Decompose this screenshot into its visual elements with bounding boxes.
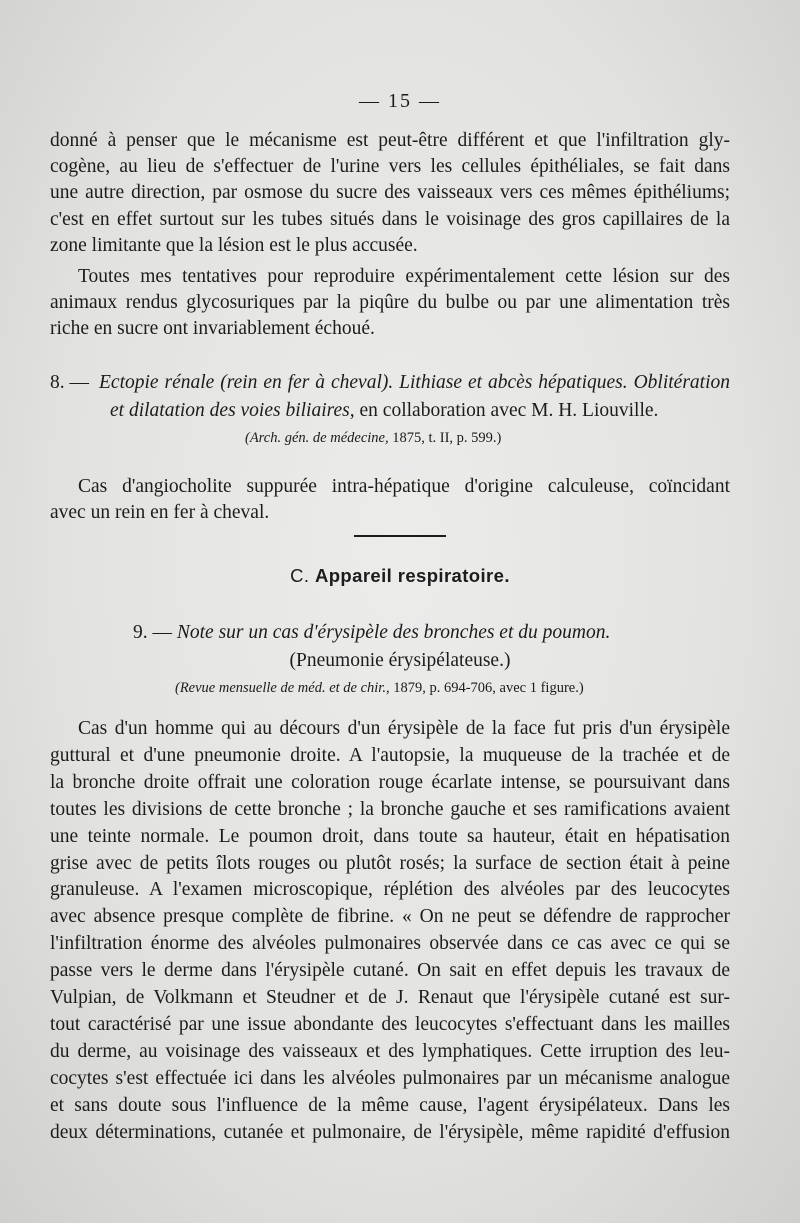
entry-8-title: Ectopie rénale (rein en fer à cheval). Lithiase et abcès hépatiques. Oblitération bbox=[99, 372, 730, 393]
text-line: avec un rein en fer à cheval. bbox=[50, 502, 270, 524]
text-line: Cas d'angiocholite suppurée intra-hépatique d'origine calculeuse, coïncidant bbox=[78, 476, 730, 497]
text-line: cogène, au lieu de s'effectuer de l'urine vers les cellules épithéliales, se fait dans bbox=[50, 156, 730, 178]
text-line: une autre direction, par osmose du sucre des vaisseaux vers ces mêmes épithéliums; bbox=[50, 182, 730, 204]
text-line: passe vers le derme dans l'érysipèle cutané. On sait en effet depuis les travaux de bbox=[50, 960, 730, 982]
entry-8-reference-detail: 1875, t. II, p. 599.) bbox=[392, 430, 502, 446]
text-line: riche en sucre ont invariablement échoué. bbox=[50, 318, 375, 340]
page-number: — 15 — bbox=[359, 90, 441, 112]
text-line: tout caractérisé par une issue abondante des leucocytes s'effectuant dans les mailles bbox=[50, 1013, 730, 1035]
text-line: du derme, au voisinage des vaisseaux et des lymphatiques. Cette irruption des leu- bbox=[50, 1040, 730, 1062]
text-line: avec absence presque complète de fibrine. « On ne peut se défendre de rapprocher bbox=[50, 906, 730, 928]
text-line: toutes les divisions de cette bronche ; la bronche gauche et ses ramifications avaient bbox=[50, 798, 730, 820]
text-line: Toutes mes tentatives pour reproduire expérimentalement cette lésion sur des bbox=[78, 266, 730, 287]
entry-8-reference bbox=[245, 430, 501, 447]
entry-9-reference-source: (Revue mensuelle de méd. et de chir., bbox=[175, 680, 390, 696]
text-line: et sans doute sous l'influence de la même cause, l'agent érysipélateux. Dans les bbox=[50, 1094, 730, 1116]
entry-8-reference-source: (Arch. gén. de médecine, bbox=[245, 430, 389, 446]
paragraph-continuation bbox=[50, 128, 730, 259]
text-line: guttural et d'une pneumonie droite. A l'autopsie, la muqueuse de la trachée et de bbox=[50, 744, 730, 766]
text-line: animaux rendus glycosuriques par la piqûre du bulbe ou par une alimentation très bbox=[50, 292, 730, 314]
text-line: c'est en effet surtout sur les tubes situés dans le voisinage des gros capillaires de la bbox=[50, 208, 730, 230]
text-line: Vulpian, de Volkmann et Steudner et de J. Renaut que l'érysipèle cutané est sur- bbox=[50, 987, 730, 1009]
text-line: donné à penser que le mécanisme est peut-être différent et que l'infiltration gly- bbox=[50, 130, 730, 151]
entry-9-reference bbox=[175, 680, 584, 697]
entry-8-heading-line2 bbox=[110, 398, 658, 424]
text-line: granuleuse. A l'examen microscopique, réplétion des alvéoles par des leucocytes bbox=[50, 879, 730, 901]
entry-9-subtitle: (Pneumonie érysipélateuse.) bbox=[289, 650, 511, 671]
section-heading bbox=[0, 565, 800, 587]
text-line: zone limitante que la lésion est le plus accusée. bbox=[50, 234, 418, 256]
entry-9-heading-line2 bbox=[0, 648, 800, 674]
entry-9-title: Note sur un cas d'érysipèle des bronches et du poumon. bbox=[176, 622, 611, 643]
entry-9-number: 9. — bbox=[133, 622, 172, 643]
paragraph-attempts bbox=[50, 264, 730, 343]
entry-8-collaboration: en collaboration avec M. H. Liouville. bbox=[359, 400, 659, 421]
entry-8-number: 8. — bbox=[50, 372, 89, 393]
entry-9-body bbox=[50, 716, 730, 1147]
section-letter: C. bbox=[290, 565, 310, 586]
entry-9-reference-detail: 1879, p. 694-706, avec 1 figure.) bbox=[393, 680, 584, 696]
text-line: cocytes s'est effectuée ici dans les alvéoles pulmonaires par un mécanisme analogue bbox=[50, 1067, 730, 1089]
entry-8-title-continued: et dilatation des voies biliaires, bbox=[110, 400, 355, 421]
entry-9-heading-line1 bbox=[133, 620, 610, 646]
text-line: l'infiltration énorme des alvéoles pulmonaires observée dans ce cas avec ce qui se bbox=[50, 933, 730, 955]
entry-8-body bbox=[50, 474, 730, 526]
text-line: Cas d'un homme qui au décours d'un érysipèle de la face fut pris d'un érysipèle bbox=[78, 718, 730, 739]
text-line: la bronche droite offrait une coloration rouge écarlate intense, se poursuivant dans bbox=[50, 771, 730, 793]
section-divider bbox=[354, 535, 446, 537]
text-line: deux déterminations, cutanée et pulmonaire, de l'érysipèle, même rapidité d'effusion bbox=[50, 1121, 730, 1143]
text-line: une teinte normale. Le poumon droit, dans toute sa hauteur, était en hépatisation bbox=[50, 825, 730, 847]
section-title: Appareil respiratoire. bbox=[314, 565, 510, 586]
entry-8-heading-line1 bbox=[50, 370, 730, 396]
text-line: grise avec de petits îlots rouges ou plutôt rosés; la surface de section était à peine bbox=[50, 852, 730, 874]
